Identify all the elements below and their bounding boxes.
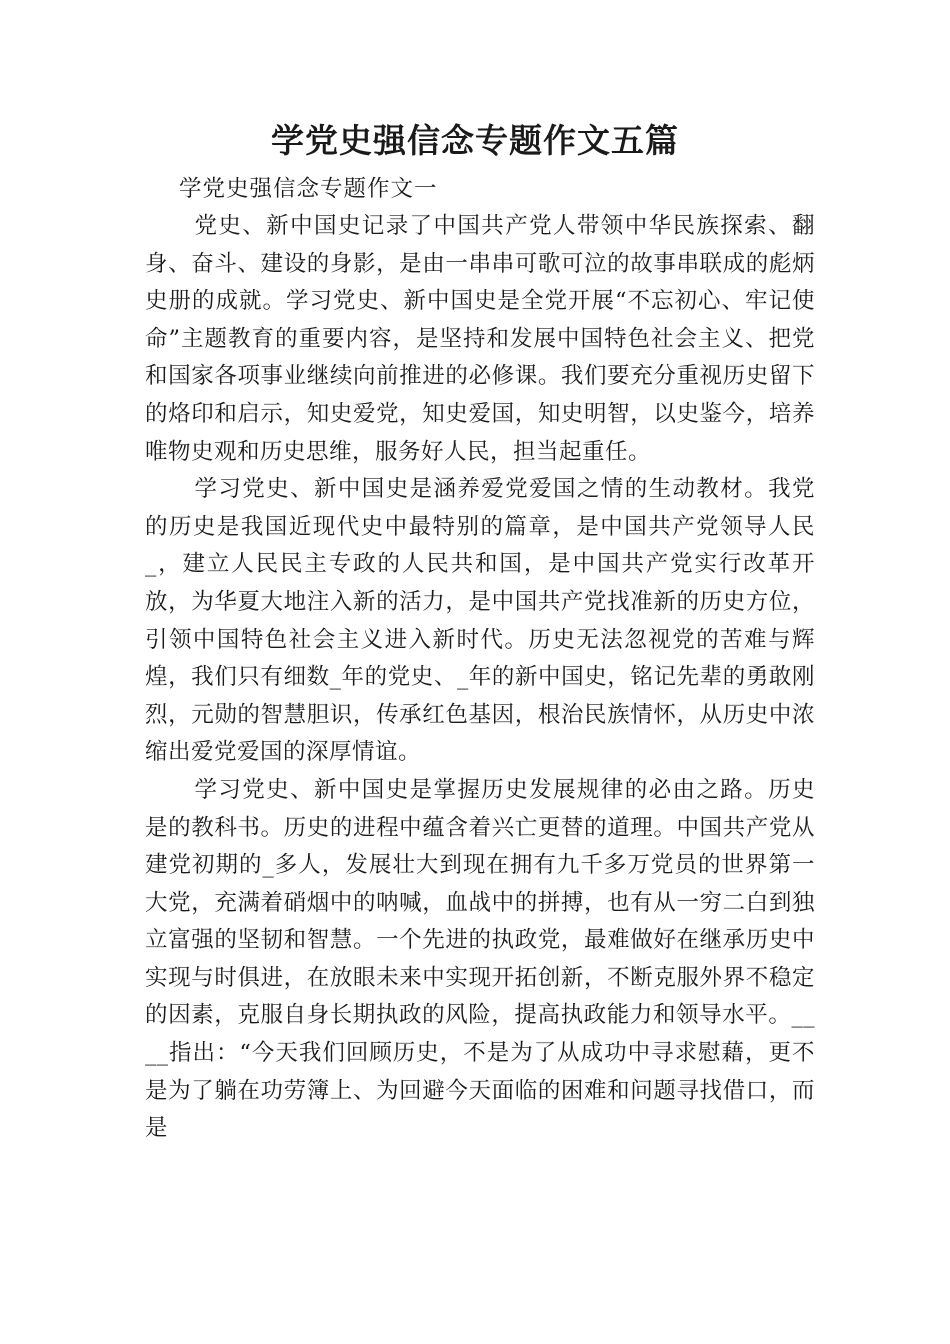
paragraph-3: 学习党史、新中国史是掌握历史发展规律的必由之路。历史是的教科书。历史的进程中蕴含着兴亡更替的道理。中国共产党从建党初期的_多人，发展壮大到现在拥有九千多万党员的世界第一大党，充满着硝烟中的呐喊，血战中的拼搏，也有从一穷二白到独立富强的坚韧和智慧。一个先进的执政党，最难做好在继承历史中实现与时俱进，在放眼未来中实现开拓创新，不断克服外界不稳定的因素，克服自身长期执政的风险，提高执政能力和领导水平。____指出：“今天我们回顾历史，不是为了从成功中寻求慰藉，更不是为了躺在功劳簿上、为回避今天面临的困难和问题寻找借口，而是: [145, 776, 815, 1142]
essay-body: [145, 208, 815, 1148]
document-title: 学党史强信念专题作文五篇: [271, 121, 679, 160]
paragraph-1: 党史、新中国史记录了中国共产党人带领中华民族探索、翻身、奋斗、建设的身影，是由一串串可歌可泣的故事串联成的彪炳史册的成就。学习党史、新中国史是全党开展“不忘初心、牢记使命”主题教育的重要内容，是坚持和发展中国特色社会主义、把党和国家各项事业继续向前推进的必修课。我们要充分重视历史留下的烙印和启示，知史爱党，知史爱国，知史明智，以史鉴今，培养唯物史观和历史思维，服务好人民，担当起重任。: [145, 213, 815, 465]
paragraph-2: 学习党史、新中国史是涵养爱党爱国之情的生动教材。我党的历史是我国近现代史中最特别的篇章，是中国共产党领导人民_，建立人民民主专政的人民共和国，是中国共产党实行改革开放，为华夏大地注入新的活力，是中国共产党找准新的历史方位，引领中国特色社会主义进入新时代。历史无法忽视党的苦难与辉煌，我们只有细数_年的党史、_年的新中国史，铭记先辈的勇敢刚烈，元勋的智慧胆识，传承红色基因，根治民族情怀，从历史中浓缩出爱党爱国的深厚情谊。: [145, 476, 815, 766]
essay-subtitle: 学党史强信念专题作文一: [179, 176, 438, 202]
